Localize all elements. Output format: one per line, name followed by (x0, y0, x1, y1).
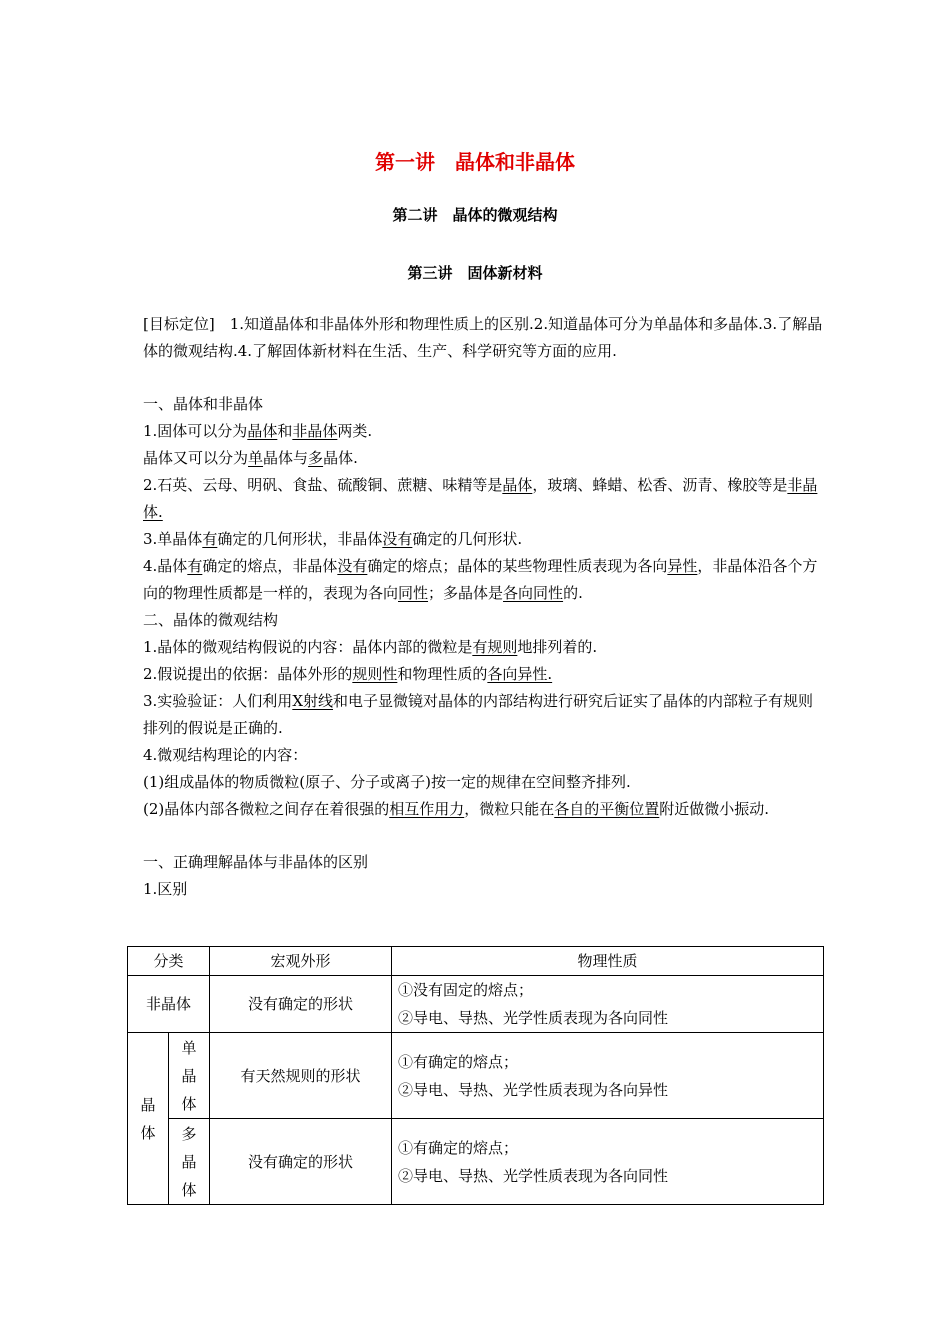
section2-item: 3.实验验证：人们利用X射线和电子显微镜对晶体的内部结构进行研究后证实了晶体的内部粒子有规则排列的假说是正确的. (143, 692, 814, 737)
content-body (143, 311, 823, 903)
lecture-1-title: 第一讲 晶体和非晶体 (375, 150, 575, 174)
category-cell: 多 晶 体 (169, 1119, 210, 1205)
table-row (128, 1119, 824, 1205)
section2-item: 2.假说提出的依据：晶体外形的规则性和物理性质的各向异性. (143, 665, 553, 683)
objective-label: [目标定位] (143, 315, 215, 333)
shape-cell: 有天然规则的形状 (210, 1033, 392, 1119)
objective-text: 1.知道晶体和非晶体外形和物理性质上的区别.2.知道晶体可分为单晶体和多晶体.3.了解晶体的微观结构.4.了解固体新材料在生活、生产、科学研究等方面的应用. (143, 315, 823, 360)
section1-item: 3.单晶体有确定的几何形状，非晶体没有确定的几何形状. (143, 530, 523, 548)
section1-item: 晶体又可以分为单晶体与多晶体. (143, 449, 358, 467)
shape-cell: 没有确定的形状 (210, 976, 392, 1033)
shape-cell: 没有确定的形状 (210, 1119, 392, 1205)
table-header-row (128, 947, 824, 976)
category-cell: 单 晶 体 (169, 1033, 210, 1119)
category-cell: 非晶体 (128, 976, 210, 1033)
section1-item: 2.石英、云母、明矾、食盐、硫酸铜、蔗糖、味精等是晶体，玻璃、蜂蜡、松香、沥青、橡胶等是非晶体. (143, 476, 818, 521)
table-header: 物理性质 (392, 947, 824, 976)
section3-heading: 一、正确理解晶体与非晶体的区别 (143, 853, 369, 871)
section1-item: 1.固体可以分为晶体和非晶体两类. (143, 422, 373, 440)
section2-item: 1.晶体的微观结构假说的内容：晶体内部的微粒是有规则地排列着的. (143, 638, 598, 656)
section2-item: (1)组成晶体的物质微粒(原子、分子或离子)按一定的规律在空间整齐排列. (143, 773, 631, 791)
comparison-table (127, 946, 824, 1205)
section1-item: 4.晶体有确定的熔点，非晶体没有确定的熔点；晶体的某些物理性质表现为各向异性，非晶体沿各个方向的物理性质都是一样的，表现为各向同性；多晶体是各向同性的. (143, 557, 818, 602)
lecture-3-title: 第三讲 固体新材料 (407, 264, 543, 282)
lecture-2-title: 第二讲 晶体的微观结构 (392, 206, 558, 224)
section1-heading: 一、晶体和非晶体 (143, 395, 264, 413)
property-cell: ①没有固定的熔点； ②导电、导热、光学性质表现为各向同性 (392, 976, 824, 1033)
table-header: 宏观外形 (210, 947, 392, 976)
section2-item: (2)晶体内部各微粒之间存在着很强的相互作用力，微粒只能在各自的平衡位置附近做微小振动. (143, 800, 770, 818)
crystal-group-cell: 晶 体 (128, 1033, 169, 1205)
section2-item: 4.微观结构理论的内容： (143, 746, 308, 764)
table-row (128, 976, 824, 1033)
objective-paragraph (143, 311, 823, 365)
table-header: 分类 (128, 947, 210, 976)
section2-heading: 二、晶体的微观结构 (143, 611, 279, 629)
property-cell: ①有确定的熔点； ②导电、导热、光学性质表现为各向同性 (392, 1119, 824, 1205)
property-cell: ①有确定的熔点； ②导电、导热、光学性质表现为各向异性 (392, 1033, 824, 1119)
table-row (128, 1033, 824, 1119)
section3-subheading: 1.区别 (143, 880, 188, 898)
